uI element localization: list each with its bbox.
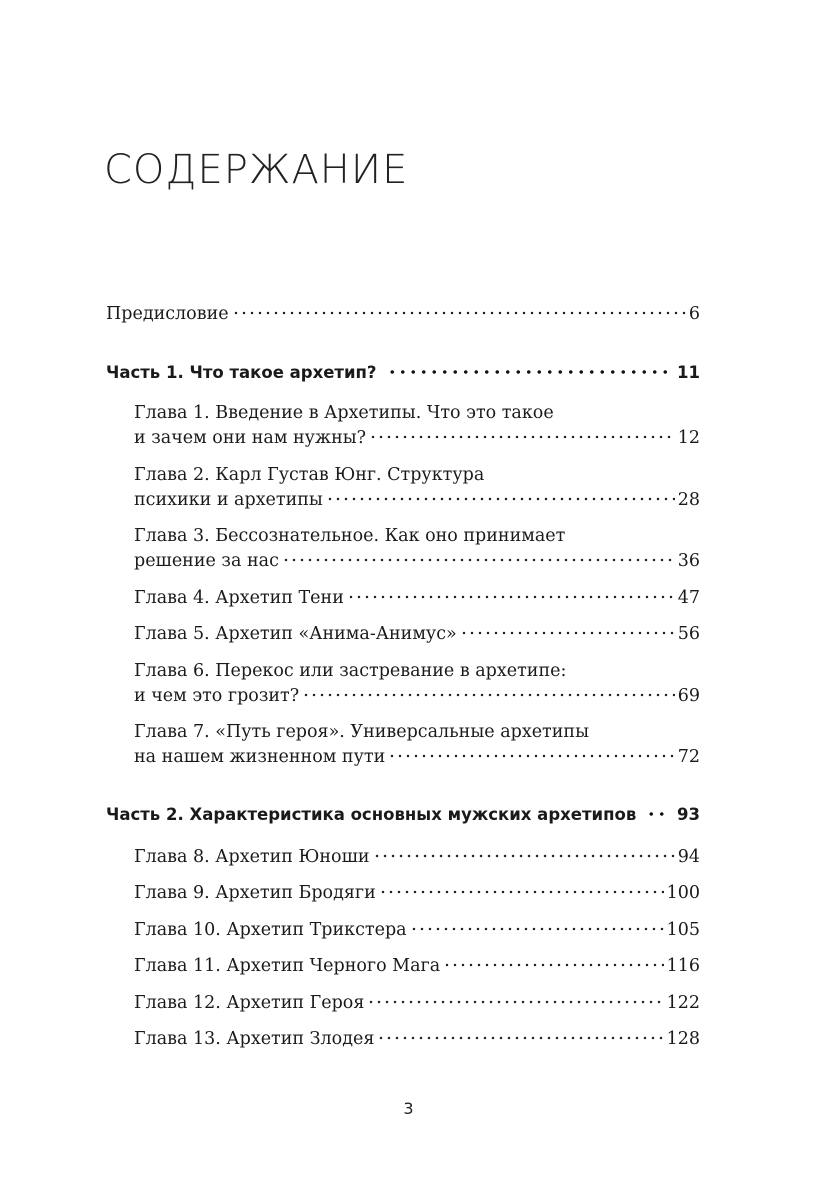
toc-entry-title: Глава 12. Архетип Героя	[134, 993, 365, 1013]
toc-entry-title-line1: Глава 3. Бессознательное. Как оно принимает	[134, 526, 566, 546]
toc-chapter-11	[134, 954, 700, 979]
toc-part-title: Часть 2. Характеристика основных мужских архетипов	[106, 805, 637, 824]
toc-page-number: 94	[677, 847, 700, 867]
dot-leader	[302, 693, 675, 697]
toc-entry-title-line2: психики и архетипы	[134, 490, 323, 510]
toc-entry-title-line1: Глава 6. Перекос или застревание в архетипе:	[134, 661, 567, 681]
toc-entry-title: Предисловие	[106, 304, 229, 324]
toc-page-number: 69	[677, 686, 700, 706]
toc-page-number: 100	[666, 883, 700, 903]
toc-entry-title-line2: и зачем они нам нужны?	[134, 428, 367, 448]
toc-page-number: 72	[677, 747, 700, 767]
toc-page-number: 12	[677, 428, 700, 448]
toc-entry-title: Глава 11. Архетип Черного Мага	[134, 956, 441, 976]
toc-page-number: 128	[666, 1029, 700, 1049]
dot-leader	[377, 1036, 663, 1040]
toc-page-number: 6	[688, 304, 700, 324]
toc-page-number: 47	[677, 588, 700, 608]
toc-page-number: 116	[666, 956, 700, 976]
dot-leader	[443, 963, 663, 967]
toc-entry-title: Глава 13. Архетип Злодея	[134, 1029, 375, 1049]
toc-chapter-1	[134, 401, 700, 451]
toc-page-number: 28	[677, 490, 700, 510]
toc-entry-preface	[106, 302, 700, 327]
dot-leader	[282, 558, 675, 562]
dot-leader	[367, 1000, 663, 1004]
toc-entry-title-line1: Глава 1. Введение в Архетипы. Что это такое	[134, 403, 554, 423]
toc-chapter-8	[134, 845, 700, 870]
dot-leader	[646, 812, 667, 816]
toc-chapter-12	[134, 991, 700, 1016]
dot-leader	[326, 497, 675, 501]
toc-part-1	[106, 360, 700, 385]
toc-page-number: 56	[677, 624, 700, 644]
toc-chapter-9	[134, 881, 700, 906]
dot-leader	[379, 890, 664, 894]
toc-entry-title-line2: на нашем жизненном пути	[134, 747, 386, 767]
toc-entry-title-line1: Глава 7. «Путь героя». Универсальные архетипы	[134, 722, 589, 742]
toc-page-number: 11	[677, 363, 700, 382]
toc-entry-title-line2: решение за нас	[134, 551, 279, 571]
dot-leader	[373, 854, 675, 858]
toc-page-number: 93	[677, 805, 700, 824]
toc-chapter-3	[134, 524, 700, 574]
toc-entry-title: Глава 10. Архетип Трикстера	[134, 920, 407, 940]
toc-page-number: 122	[666, 993, 700, 1013]
toc-chapter-2	[134, 463, 700, 513]
dot-leader	[388, 754, 674, 758]
toc-part-title: Часть 1. Что такое архетип?	[106, 363, 377, 382]
toc-page-number: 105	[666, 920, 700, 940]
toc-chapter-5	[134, 622, 700, 647]
toc-entry-title: Глава 5. Архетип «Анима-Анимус»	[134, 624, 457, 644]
toc-chapter-7	[134, 720, 700, 770]
toc-entry-title: Глава 8. Архетип Юноши	[134, 847, 370, 867]
page-number: 3	[403, 1099, 414, 1118]
dot-leader	[369, 435, 675, 439]
toc-entry-title: Глава 9. Архетип Бродяги	[134, 883, 376, 903]
toc-chapter-10	[134, 918, 700, 943]
dot-leader	[347, 595, 675, 599]
toc-part-2	[106, 802, 700, 827]
dot-leader	[460, 631, 675, 635]
toc-entry-title: Глава 4. Архетип Тени	[134, 588, 344, 608]
toc-chapter-4	[134, 586, 700, 611]
dot-leader	[232, 311, 686, 315]
toc-entry-title-line2: и чем это грозит?	[134, 686, 300, 706]
toc-page-number: 36	[677, 551, 700, 571]
toc-chapter-13	[134, 1027, 700, 1052]
toc-chapter-6	[134, 659, 700, 709]
toc-entry-title-line1: Глава 2. Карл Густав Юнг. Структура	[134, 465, 485, 485]
page-title: СОДЕРЖАНИЕ	[104, 147, 409, 193]
dot-leader	[410, 927, 664, 931]
dot-leader	[387, 370, 668, 374]
